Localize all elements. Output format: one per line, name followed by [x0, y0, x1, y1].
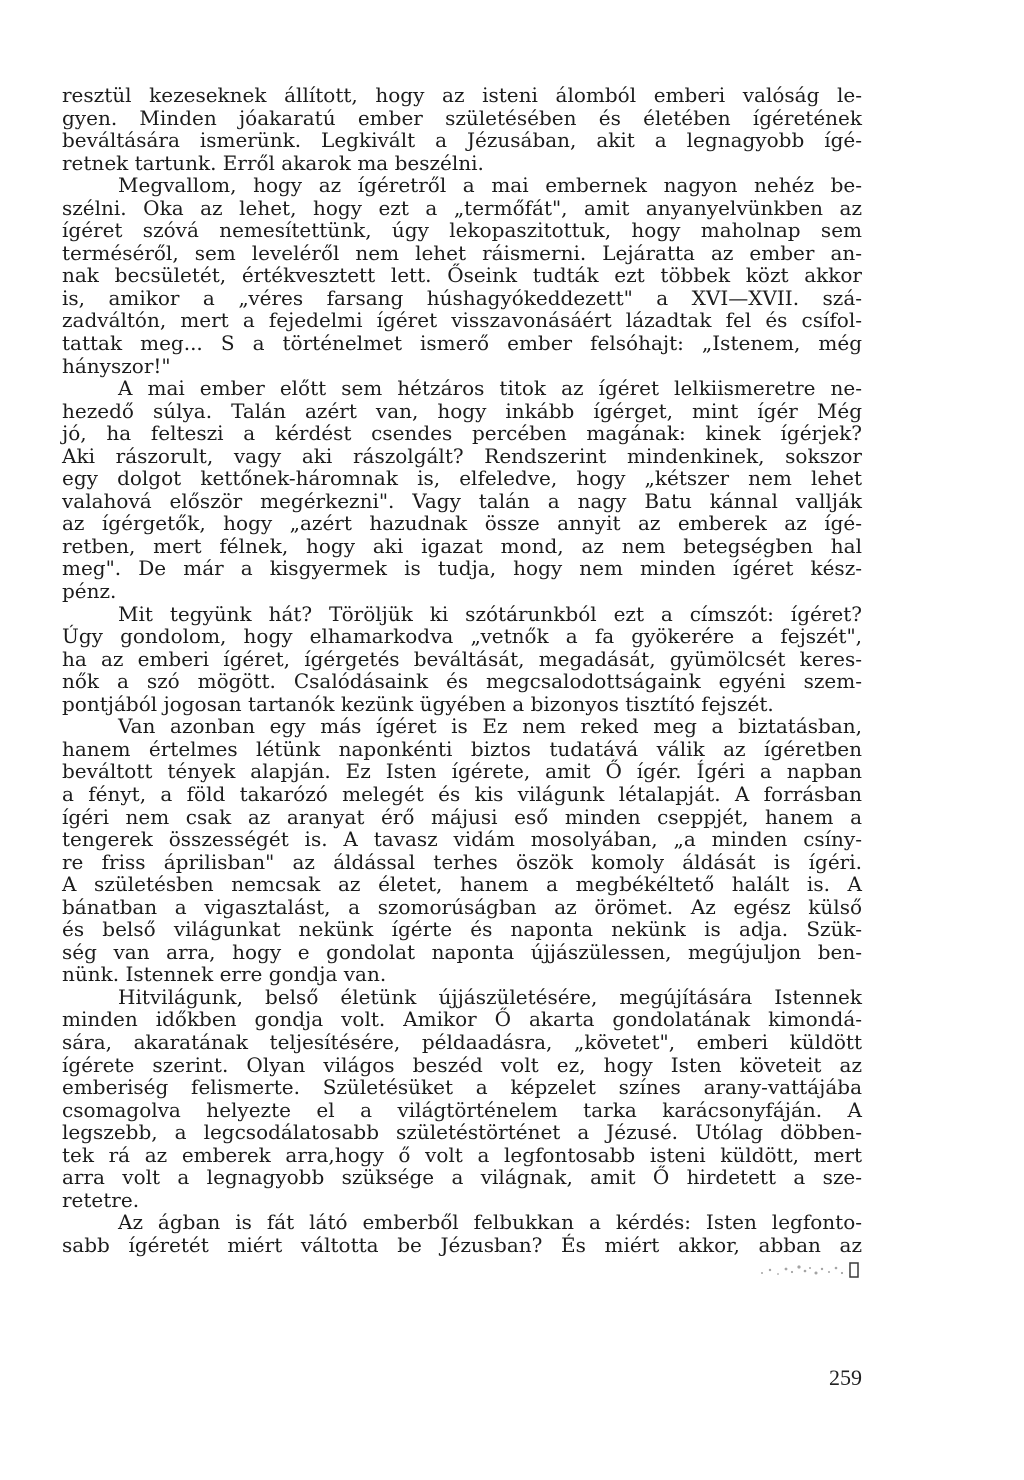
text-line: tek rá az emberek arra,hogy ő volt a legfontosabb isteni küldött, mert [62, 1142, 862, 1167]
body-text [62, 84, 862, 1256]
text-line: A születésben nemcsak az életet, hanem a megbékéltető halált is. A [62, 872, 862, 897]
text-line: gyen. Minden jóakaratú ember születésében és életében ígéretének [62, 105, 862, 130]
text-line: egy dolgot kettőnek-háromnak is, elfeledve, hogy „kétszer nem lehet [62, 466, 862, 491]
text-line: tengerek összességét is. A tavasz vidám mosolyában, „a minden csíny- [62, 827, 862, 852]
text-line: Aki rászorult, vagy aki rászolgált? Rendszerint mindenkinek, sokszor [62, 443, 862, 468]
text-line: az ígérgetők, hogy „azért hazudnak össze annyit az emberek az ígé- [62, 511, 862, 536]
text-line: nak becsületét, értékvesztett lett. Őseink tudták ezt többek közt akkor [62, 263, 862, 288]
text-line: Úgy gondolom, hogy elhamarkodva „vetnők a fa gyökerére a fejszét", [62, 624, 862, 649]
text-line: nők a szó mögött. Csalódásaink és megcsalodottságaink egyéni szem- [62, 669, 862, 694]
text-line: minden időkben gondja volt. Amikor Ő akarta gondolatának kimondá- [62, 1007, 862, 1032]
text-line: a fényt, a föld takarózó melegét és kis világunk létalapját. A forrásban [62, 781, 862, 806]
text-line: pontjából jogosan tartanók kezünk ügyében a bizonyos tisztító fejszét. [62, 691, 774, 716]
text-line: beváltott tények alapján. Ez Isten ígérete, amit Ő ígér. Ígéri a napban [62, 759, 862, 784]
text-line: arra volt a legnagyobb szüksége a világnak, amit Ő hirdetett a sze- [62, 1165, 862, 1190]
text-line: re friss áprilisban" az áldással terhes öszök komoly áldását is ígéri. [62, 849, 862, 874]
text-line: ha az emberi ígéret, ígérgetés beváltását, megadását, gyümölcsét keres- [62, 646, 862, 671]
text-line: beváltására ismerünk. Legkivált a Jézusában, akit a legnagyobb ígé- [62, 128, 862, 153]
text-line: ígéret szóvá nemesítettünk, úgy lekopaszitottuk, hogy maholnap sem [62, 218, 862, 243]
text-line: resztül kezeseknek állított, hogy az isteni álomból emberi valóság le- [62, 83, 862, 107]
text-line: valahová először megérkezni". Vagy talán a nagy Batu kánnal vallják [62, 488, 862, 513]
text-line: bánatban a vigasztalást, a szomorúságban az örömet. Az egész külső [62, 894, 862, 919]
text-line: ség van arra, hogy e gondolat naponta újjászülessen, megújuljon ben- [62, 939, 862, 964]
text-line: ígéri nem csak az aranyat érő májusi eső minden cseppjét, hanem a [62, 804, 862, 829]
text-line: ígérete szerint. Olyan világos beszéd volt ez, hogy Isten követeit az [62, 1052, 862, 1077]
text-line: zadváltón, mert a fejedelmi ígéret visszavonásáért lázadtak fel és csífol- [62, 308, 862, 333]
paragraph-first-line: Hitvilágunk, belső életünk újjászületésére, megújítására Istennek [118, 984, 862, 1009]
text-line: sabb ígéretét miért váltotta be Jézusban? És miért akkor, abban az [62, 1232, 862, 1257]
text-line: emberiség felismerte. Születésüket a képzelet színes arany-vattájába [62, 1075, 862, 1100]
paragraph-first-line: A mai ember előtt sem hétzáros titok az ígéret lelkiismeretre ne- [118, 376, 862, 401]
text-line: hányszor!" [62, 353, 171, 378]
text-line: és belső világunkat nekünk ígérte és naponta nekünk is adja. Szük- [62, 917, 862, 942]
text-line: meg". De már a kisgyermek is tudja, hogy nem minden ígéret kész- [62, 556, 862, 581]
text-line: terméséről, sem leveléről nem lehet ráismerni. Lejáratta az ember an- [62, 240, 862, 265]
text-line: retben, mert félnek, hogy aki igazat mond, az nem betegségben hal [62, 533, 862, 558]
text-line: csomagolva helyezte el a világtörténelem tarka karácsonyfáján. A [62, 1097, 862, 1122]
text-line: nünk. Istennek erre gondja van. [62, 962, 387, 987]
paragraph-first-line: Megvallom, hogy az ígéretről a mai embernek nagyon nehéz be- [118, 173, 862, 198]
paragraph-first-line: Van azonban egy más ígéret is Ez nem reked meg a biztatásban, [118, 714, 862, 739]
paragraph-first-line: Mit tegyünk hát? Töröljük ki szótárunkból ezt a címszót: ígéret? [118, 601, 862, 626]
text-line: retnek tartunk. Erről akarok ma beszélni. [62, 150, 484, 175]
page-number: 259 [829, 1365, 862, 1390]
text-line: legszebb, a legcsodálatosabb születéstörténet a Jézusé. Utólag döbben- [62, 1120, 862, 1145]
text-line: jó, ha felteszi a kérdést csendes percében magának: kinek ígérjek? [62, 421, 862, 446]
text-line: tattak meg... S a történelmet ismerő ember felsóhajt: „Istenem, még [62, 331, 862, 356]
text-line: hezedő súlya. Talán azért van, hogy inkább ígérget, mint ígér Még [62, 398, 862, 423]
text-line: pénz. [62, 579, 117, 604]
text-line: retetre. [62, 1187, 140, 1212]
text-line: hanem értelmes létünk naponkénti biztos tudatává válik az ígéretben [62, 736, 862, 761]
paragraph-first-line: Az ágban is fát látó emberből felbukkan a kérdés: Isten legfonto- [118, 1210, 862, 1235]
ink-smudge-mark [752, 1257, 862, 1283]
text-line: szélni. Oka az lehet, hogy ezt a „termőfát", amit anyanyelvünkben az [62, 195, 862, 220]
text-line: sára, akaratának teljesítésére, példaadásra, „követet", emberi küldött [62, 1029, 862, 1054]
text-line: is, amikor a „véres farsang húshagyókeddezett" a XVI—XVII. szá- [62, 285, 862, 310]
